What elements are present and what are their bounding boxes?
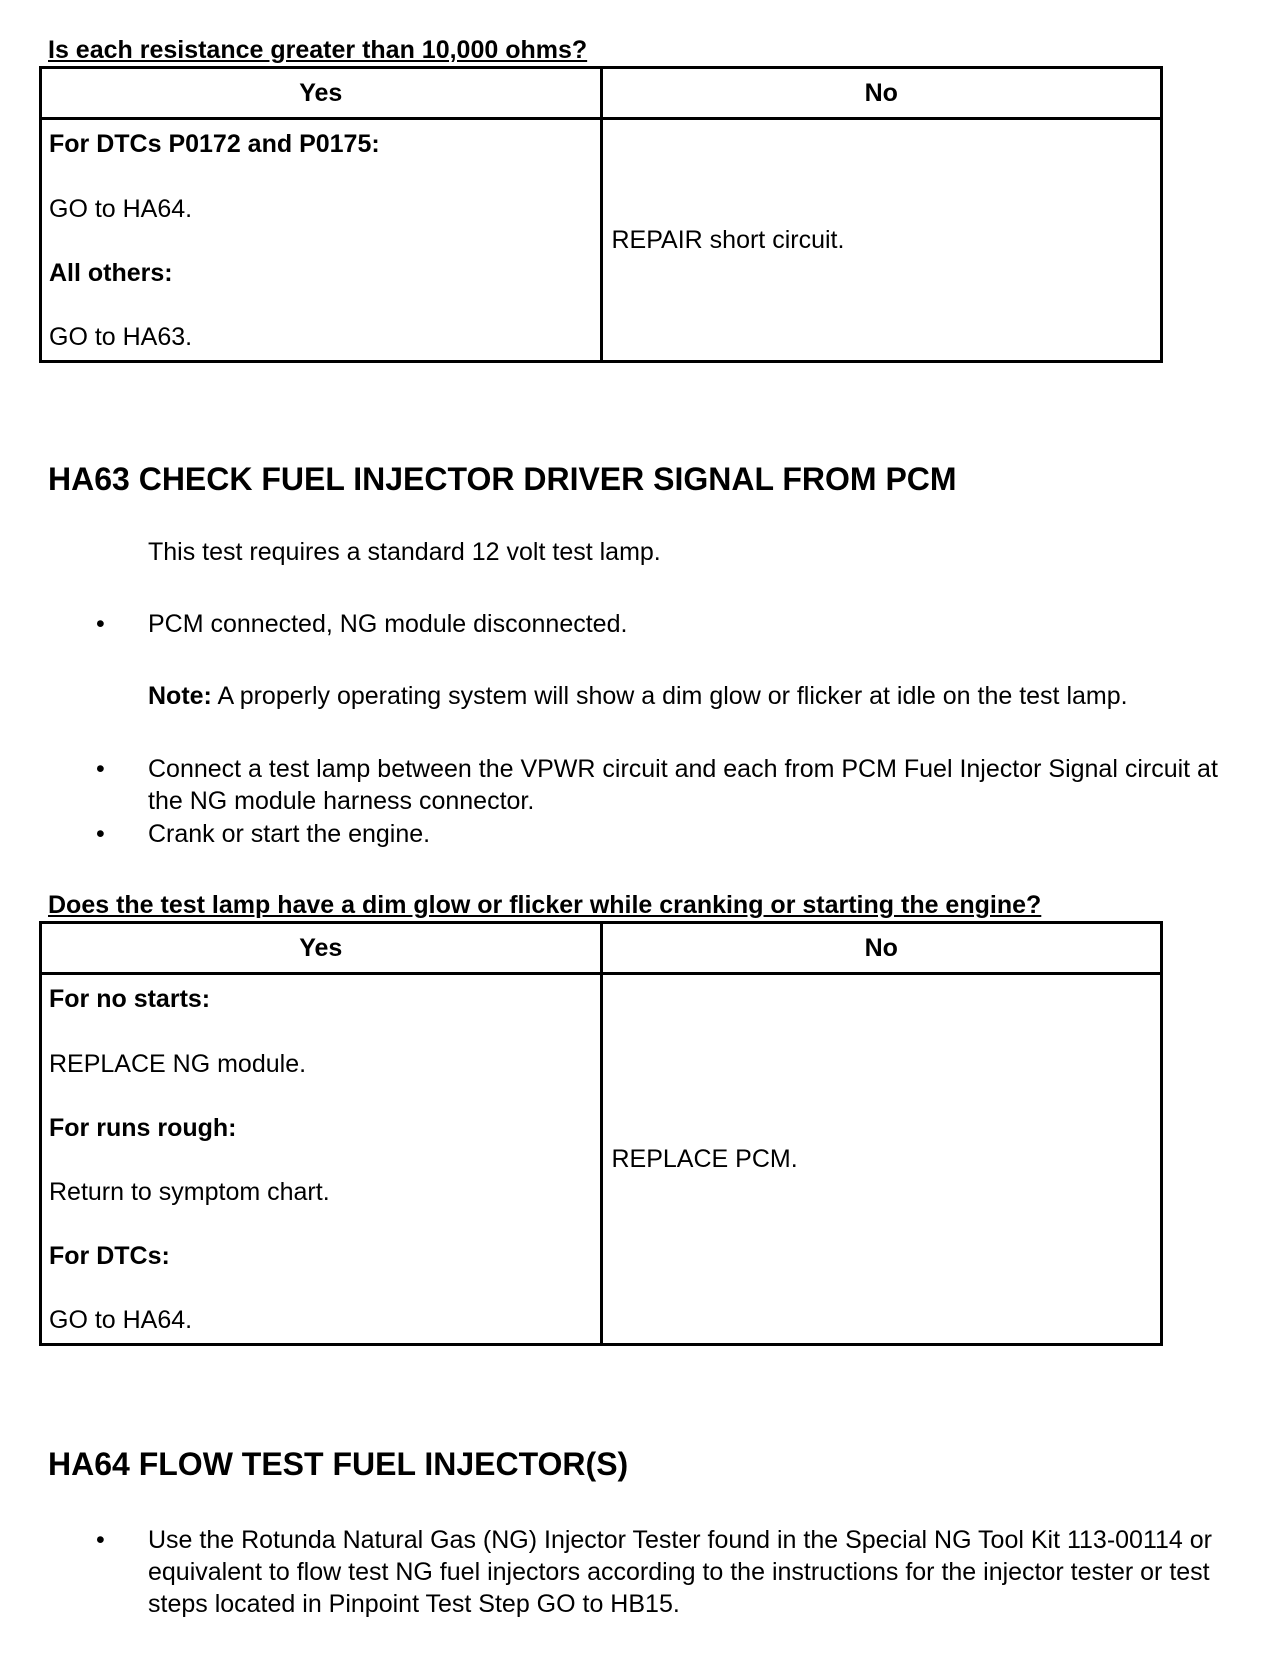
yes-line: All others: — [49, 259, 173, 287]
decision-table-2 — [39, 921, 1163, 1346]
section-heading-ha64: HA64 FLOW TEST FUEL INJECTOR(S) — [48, 1446, 629, 1482]
yes-line: REPLACE NG module. — [49, 1050, 307, 1078]
yes-line: GO to HA64. — [49, 1306, 193, 1334]
no-header: No — [601, 68, 1162, 119]
bullet-dot: • — [96, 1526, 105, 1554]
no-cell: REPLACE PCM. — [601, 974, 1162, 1345]
note-text — [148, 680, 1128, 712]
yes-cell — [41, 974, 602, 1345]
yes-line: For DTCs: — [49, 1242, 170, 1270]
yes-line: For DTCs P0172 and P0175: — [49, 130, 380, 158]
table1-question: Is each resistance greater than 10,000 ohms? — [48, 36, 588, 64]
note-label: Note: — [148, 682, 212, 710]
note-body: A properly operating system will show a dim glow or flicker at idle on the test lamp. — [211, 682, 1128, 710]
yes-line: GO to HA63. — [49, 323, 193, 351]
yes-cell — [41, 119, 602, 362]
yes-line: For no starts: — [49, 985, 211, 1013]
yes-header: Yes — [41, 923, 602, 974]
bullet-dot: • — [96, 820, 105, 848]
intro-text: This test requires a standard 12 volt test lamp. — [148, 538, 661, 566]
bullet-item: Crank or start the engine. — [148, 820, 431, 848]
bullet-dot: • — [96, 610, 105, 638]
decision-table-1 — [39, 66, 1163, 363]
yes-line: GO to HA64. — [49, 195, 193, 223]
table2-question: Does the test lamp have a dim glow or flicker while cranking or starting the engine? — [48, 891, 1042, 919]
bullet-dot: • — [96, 755, 105, 783]
yes-line: For runs rough: — [49, 1114, 237, 1142]
yes-line: Return to symptom chart. — [49, 1178, 330, 1206]
section-heading-ha63: HA63 CHECK FUEL INJECTOR DRIVER SIGNAL FROM PCM — [48, 461, 957, 497]
yes-header: Yes — [41, 68, 602, 119]
no-cell: REPAIR short circuit. — [601, 119, 1162, 362]
bullet-item: PCM connected, NG module disconnected. — [148, 610, 628, 638]
bullet-item: Connect a test lamp between the VPWR circuit and each from PCM Fuel Injector Signal circuit at the NG module harness connector. — [148, 755, 1218, 815]
bullet-item: Use the Rotunda Natural Gas (NG) Injector Tester found in the Special NG Tool Kit 113-00114 or equivalent to flow test NG fuel injectors according to the instructions for the injector tester or test steps located in Pinpoint Test Step GO to HB15. — [148, 1526, 1212, 1618]
no-header: No — [601, 923, 1162, 974]
